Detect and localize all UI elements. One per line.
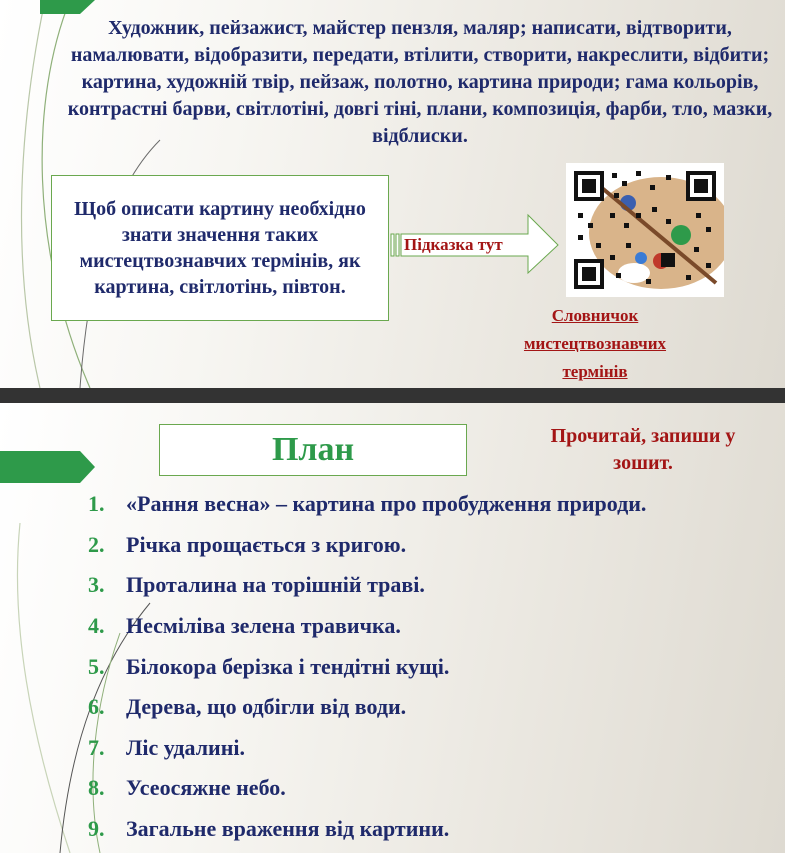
plan-item	[88, 525, 778, 566]
qr-code-palette-icon[interactable]	[566, 163, 724, 297]
plan-item-number: 5.	[88, 653, 105, 679]
plan-item	[88, 606, 778, 647]
plan-item-text: Білокора берізка і тендітні кущі.	[126, 653, 450, 679]
plan-item	[88, 728, 778, 769]
slide-vocabulary	[0, 0, 785, 388]
slide-divider	[0, 388, 785, 403]
slide-plan	[0, 403, 785, 853]
read-write-note: Прочитай, запиши у зошит.	[550, 425, 736, 474]
plan-item	[88, 484, 778, 525]
plan-item	[88, 565, 778, 606]
plan-list	[88, 484, 778, 849]
info-box	[51, 175, 389, 321]
plan-item-number: 2.	[88, 531, 105, 557]
plan-title-box	[159, 424, 467, 476]
plan-item-number: 1.	[88, 491, 105, 517]
plan-item-number: 8.	[88, 775, 105, 801]
hint-label[interactable]: Підказка тут	[404, 235, 503, 254]
plan-item-text: Усеосяжне небо.	[126, 775, 286, 801]
plan-item-number: 9.	[88, 816, 105, 842]
plan-item	[88, 646, 778, 687]
plan-item	[88, 809, 778, 850]
vocabulary-text: Художник, пейзажист, майстер пензля, маляр; написати, відтворити, намалювати, відобразити, передати, втілити, створити, накреслити, відбити; картина, художній твір, пейзаж, полотно, картина природи; гама кольорів, контрастні барви, світлотіні, довгі тіні, плани, композиція, фарби, тло, мазки, відблиски.	[67, 17, 773, 147]
plan-item-text: Дерева, що одбігли від води.	[126, 694, 407, 720]
info-box-text: Щоб описати картину необхідно знати значення таких мистецтвознавчих термінів, як картина, світлотінь, півтон.	[74, 198, 366, 298]
plan-item-text: «Рання весна» – картина про пробудження природи.	[126, 491, 647, 517]
dictionary-link[interactable]: Словничок мистецтвознавчих термінів	[523, 306, 667, 381]
plan-item-number: 4.	[88, 613, 105, 639]
plan-item-number: 7.	[88, 734, 105, 760]
plan-item-text: Загальне враження від картини.	[126, 816, 450, 842]
plan-item-number: 3.	[88, 572, 105, 598]
plan-item	[88, 768, 778, 809]
plan-item-text: Несміліва зелена травичка.	[126, 613, 401, 639]
plan-item-text: Проталина на торішній траві.	[126, 572, 425, 598]
plan-item-text: Річка прощається з кригою.	[126, 531, 407, 557]
plan-item-number: 6.	[88, 694, 105, 720]
plan-title: План	[271, 431, 355, 468]
plan-item-text: Ліс удалині.	[126, 734, 246, 760]
plan-item	[88, 687, 778, 728]
